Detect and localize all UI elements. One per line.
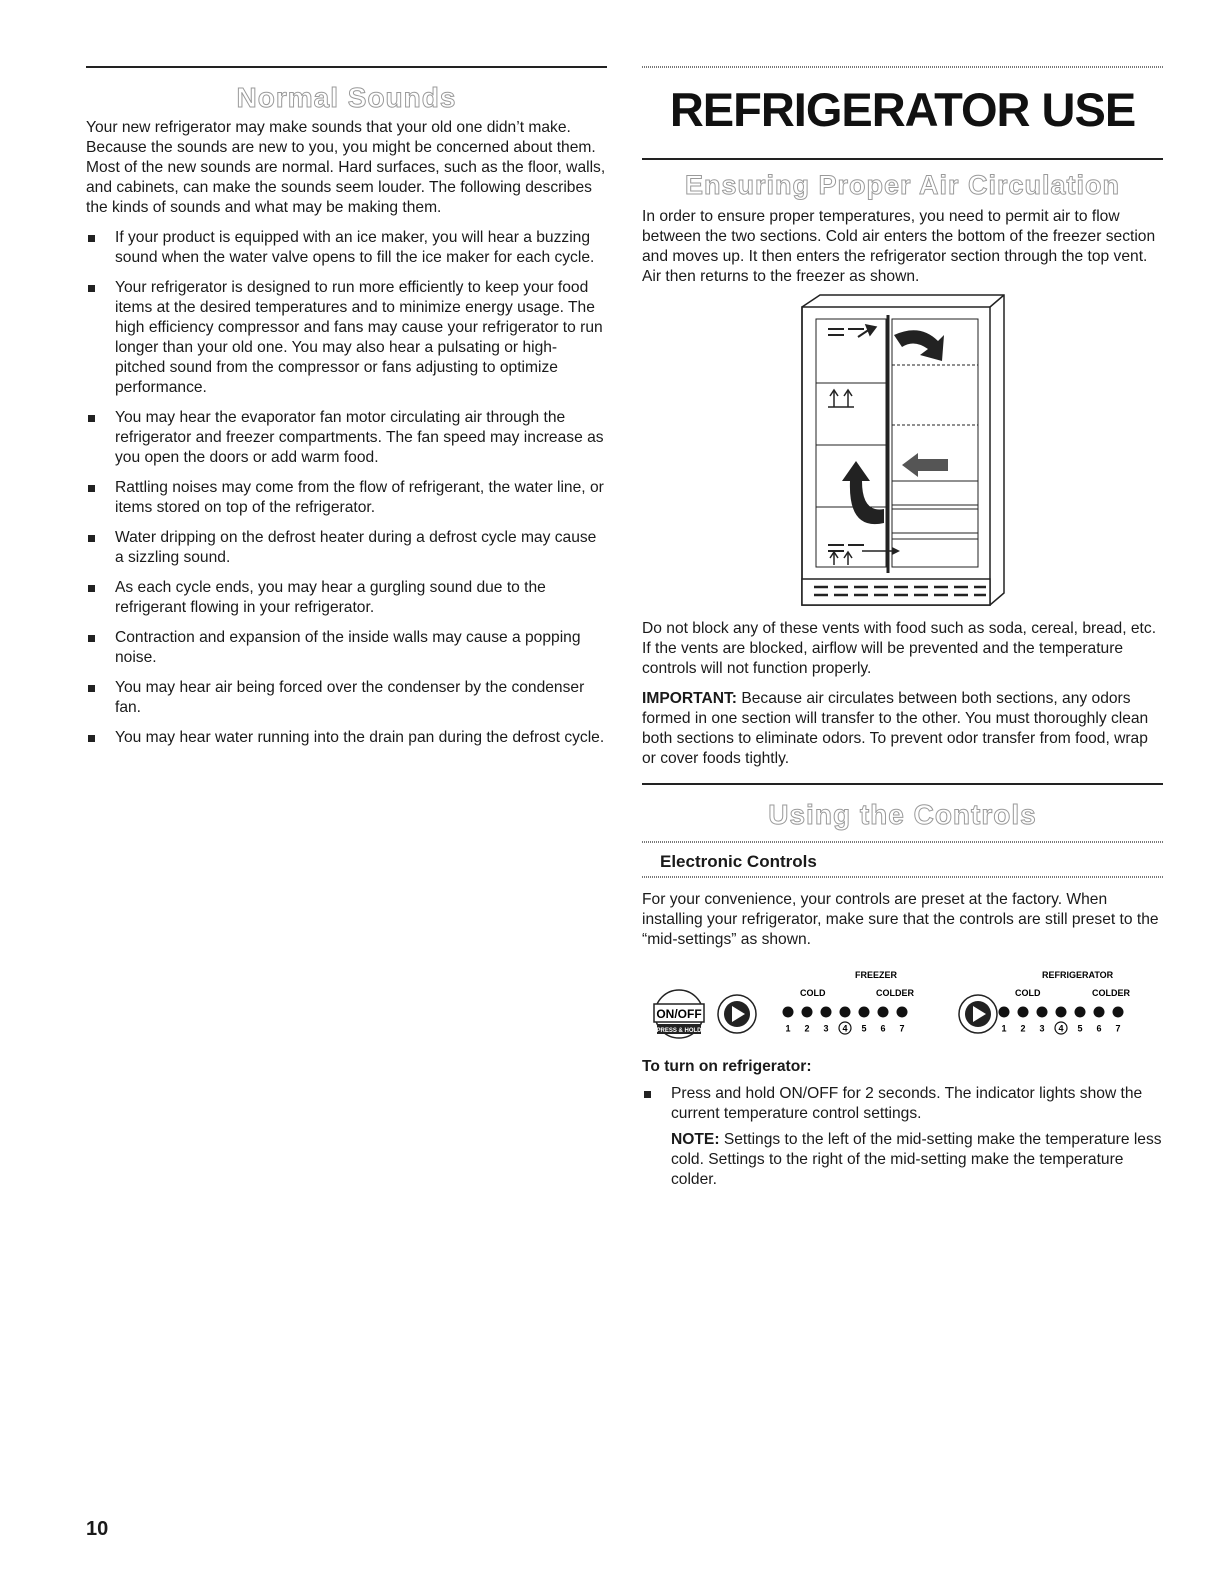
normal-sounds-intro: Your new refrigerator may make sounds that your old one didn’t make. Because the sounds are new to you, you might be concerned about them. Most of the new sounds are normal. Hard surfaces, such as the floor, walls, and cabinets, can make the sounds seem louder. The following describes the kinds of sounds and what may be making them. bbox=[86, 119, 606, 216]
freezer-setting-number: 2 bbox=[804, 1023, 810, 1034]
cold-label: COLD bbox=[1015, 988, 1041, 998]
refrigerator-indicator-light bbox=[1113, 1007, 1124, 1018]
section-rule bbox=[642, 158, 1163, 160]
normal-sounds-heading: Normal Sounds bbox=[236, 82, 457, 113]
curved-arrow-down-icon bbox=[894, 330, 944, 361]
bullet-icon bbox=[88, 485, 95, 492]
press-hold-label: PRESS & HOLD bbox=[656, 1028, 702, 1034]
vents-warning: Do not block any of these vents with food such as soda, cereal, bread, etc. If the vents are blocked, airflow will be prevented and the temperature controls will not function properly. bbox=[642, 620, 1157, 677]
refrigerator-setting-number: 4 bbox=[1058, 1023, 1064, 1034]
base-grille bbox=[802, 579, 990, 605]
freezer-setting-number: 5 bbox=[861, 1023, 867, 1034]
freezer-indicator-light bbox=[878, 1007, 889, 1018]
using-controls-heading: Using the Controls bbox=[768, 799, 1037, 830]
list-item: Your refrigerator is designed to run more efficiently to keep your food items at the desired temperatures and to minimize energy usage. The high efficiency compressor and fans may cause your refrigerator to run longer than your old one. You may also hear a pulsating or high-pitched sound from the compressor or fans adjusting to optimize performance. bbox=[86, 278, 607, 398]
dotted-rule bbox=[642, 841, 1163, 843]
freezer-adjust-button[interactable] bbox=[718, 995, 756, 1033]
freezer-setting-number: 3 bbox=[823, 1023, 829, 1034]
list-item: Water dripping on the defrost heater during a defrost cycle may cause a sizzling sound. bbox=[86, 528, 607, 568]
list-item: Rattling noises may come from the flow of refrigerant, the water line, or items stored on top of the refrigerator. bbox=[86, 478, 607, 518]
bullet-icon bbox=[88, 535, 95, 542]
refrigerator-setting-number: 7 bbox=[1115, 1023, 1121, 1034]
freezer-setting-number: 1 bbox=[785, 1023, 791, 1034]
refrigerator-label: REFRIGERATOR bbox=[1042, 970, 1114, 980]
electronic-controls-text: For your convenience, your controls are preset at the factory. When installing your refrigerator, make sure that the controls are still preset to the “mid-settings” as shown. bbox=[642, 891, 1159, 948]
refrigerator-indicator-light bbox=[1018, 1007, 1029, 1018]
bullet-icon bbox=[88, 685, 95, 692]
refrigerator-indicator-light bbox=[1056, 1007, 1067, 1018]
note-text: NOTE: Settings to the left of the mid-setting make the temperature less cold. Settings to the right of the mid-setting make the temperature colder. bbox=[671, 1131, 1162, 1188]
freezer-label: FREEZER bbox=[855, 970, 898, 980]
cold-label: COLD bbox=[800, 988, 826, 998]
bullet-icon bbox=[88, 285, 95, 292]
list-item: You may hear air being forced over the condenser by the condenser fan. bbox=[86, 678, 607, 718]
bullet-icon bbox=[88, 735, 95, 742]
bottom-arrow-icon bbox=[892, 547, 900, 555]
freezer-setting-number: 7 bbox=[899, 1023, 905, 1034]
bullet-icon bbox=[88, 235, 95, 242]
top-rule bbox=[86, 66, 607, 68]
refrigerator-adjust-button[interactable] bbox=[959, 995, 997, 1033]
small-arrow-icon bbox=[866, 325, 876, 335]
freezer-indicator-light bbox=[802, 1007, 813, 1018]
page-number: 10 bbox=[86, 1518, 109, 1540]
freezer-control bbox=[718, 988, 915, 1034]
freezer-indicator-light bbox=[783, 1007, 794, 1018]
refrigerator-control bbox=[959, 988, 1131, 1034]
bullet-icon bbox=[88, 635, 95, 642]
important-note: IMPORTANT: Because air circulates between both sections, any odors formed in one section will transfer to the other. You must thoroughly clean both sections to eliminate odors. To prevent odor transfer from food, wrap or cover foods tightly. bbox=[642, 690, 1149, 767]
control-panel bbox=[642, 956, 1163, 1052]
cabinet-front bbox=[802, 307, 990, 605]
return-arrow-icon bbox=[902, 453, 948, 477]
onoff-button[interactable] bbox=[654, 990, 704, 1038]
dotted-rule bbox=[642, 876, 1163, 878]
turn-on-list bbox=[642, 1084, 1163, 1124]
freezer-setting-number: 6 bbox=[880, 1023, 886, 1034]
curved-arrow-up-icon bbox=[842, 461, 884, 524]
bullet-icon bbox=[88, 585, 95, 592]
refrigerator-indicator-light bbox=[999, 1007, 1010, 1018]
controls-rule bbox=[642, 783, 1163, 785]
refrigerator-indicator-light bbox=[1037, 1007, 1048, 1018]
refrigerator-indicator-light bbox=[1094, 1007, 1105, 1018]
electronic-controls-heading: Electronic Controls bbox=[660, 852, 817, 871]
turn-on-heading: To turn on refrigerator: bbox=[642, 1058, 812, 1075]
air-circulation-heading: Ensuring Proper Air Circulation bbox=[684, 170, 1121, 200]
freezer-indicator-light bbox=[840, 1007, 851, 1018]
left-column bbox=[86, 66, 607, 758]
refrigerator-setting-number: 6 bbox=[1096, 1023, 1102, 1034]
list-item: You may hear the evaporator fan motor circulating air through the refrigerator and freezer compartments. The fan speed may increase as you open the doors or add warm food. bbox=[86, 408, 607, 468]
top-dotted-rule bbox=[642, 66, 1163, 68]
sounds-list bbox=[86, 228, 607, 748]
list-item: Press and hold ON/OFF for 2 seconds. The indicator lights show the current temperature control settings. bbox=[642, 1084, 1163, 1124]
freezer-indicator-light bbox=[821, 1007, 832, 1018]
freezer-indicator-light bbox=[859, 1007, 870, 1018]
refrigerator-setting-number: 5 bbox=[1077, 1023, 1083, 1034]
refrigerator-indicator-light bbox=[1075, 1007, 1086, 1018]
freezer-indicator-light bbox=[897, 1007, 908, 1018]
list-item: If your product is equipped with an ice maker, you will hear a buzzing sound when the water valve opens to fill the ice maker for each cycle. bbox=[86, 228, 607, 268]
air-circulation-diagram bbox=[642, 287, 1163, 617]
list-item: Contraction and expansion of the inside walls may cause a popping noise. bbox=[86, 628, 607, 668]
colder-label: COLDER bbox=[876, 988, 914, 998]
onoff-label: ON/OFF bbox=[656, 1007, 702, 1021]
page-title: REFRIGERATOR USE bbox=[669, 83, 1136, 136]
right-column bbox=[642, 66, 1163, 1190]
freezer-setting-number: 4 bbox=[842, 1023, 848, 1034]
refrigerator-setting-number: 2 bbox=[1020, 1023, 1026, 1034]
bullet-icon bbox=[644, 1091, 651, 1098]
colder-label: COLDER bbox=[1092, 988, 1130, 998]
refrigerator-setting-number: 1 bbox=[1001, 1023, 1007, 1034]
refrigerator-setting-number: 3 bbox=[1039, 1023, 1045, 1034]
air-circulation-intro: In order to ensure proper temperatures, you need to permit air to flow between the two sections. Cold air enters the bottom of the freezer section and moves up. It then enters the refrigerator section through the top vent. Air then returns to the freezer as shown. bbox=[642, 208, 1156, 285]
list-item: As each cycle ends, you may hear a gurgling sound due to the refrigerant flowing in your refrigerator. bbox=[86, 578, 607, 618]
bullet-icon bbox=[88, 415, 95, 422]
list-item: You may hear water running into the drain pan during the defrost cycle. bbox=[86, 728, 607, 748]
